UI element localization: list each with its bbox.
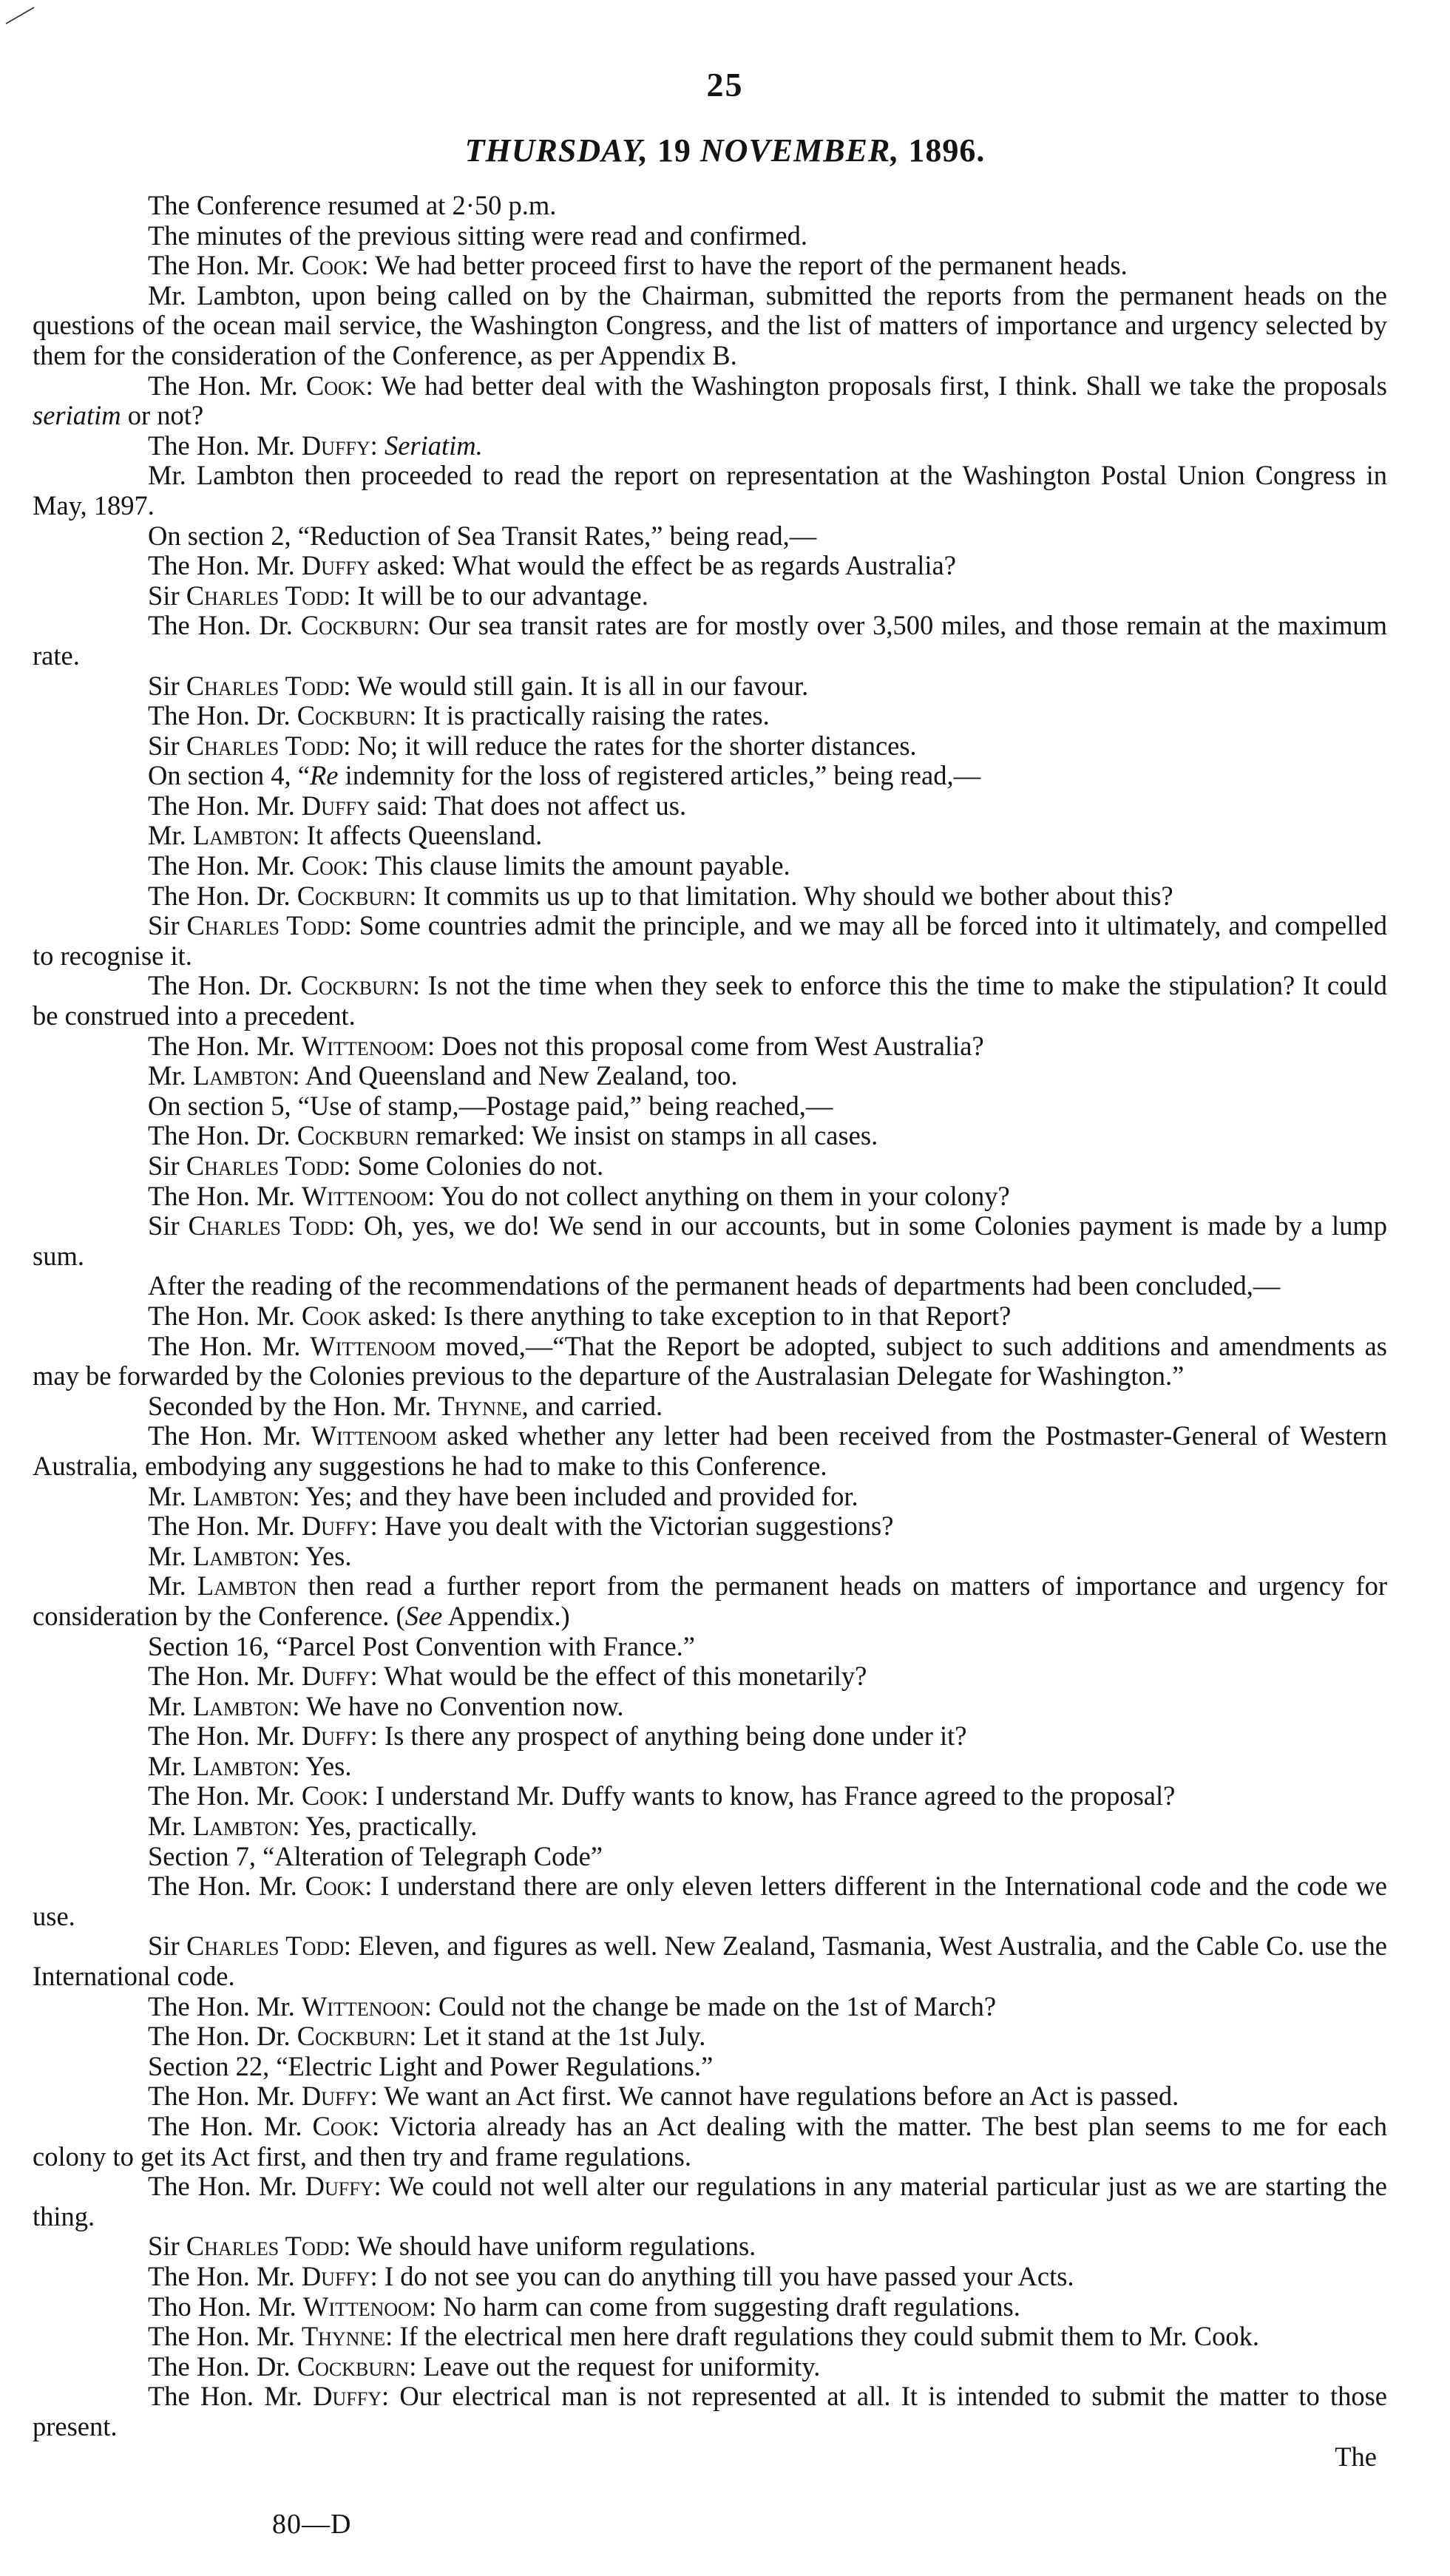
paragraph-text: The Hon. Dr. [148, 2350, 297, 2382]
paragraph-text: : If the electrical men here draft regulations they could submit them to Mr. Cook. [385, 2321, 1259, 2352]
paragraph-text: : We would still gain. It is all in our favour. [343, 670, 809, 701]
paragraph [33, 2021, 1387, 2052]
paragraph-text: Sir [148, 910, 187, 941]
paragraph [33, 1482, 1387, 1512]
speaker-name: Lambton [192, 1690, 293, 1721]
paragraph [33, 281, 1387, 371]
speaker-name: Thynne [301, 2321, 386, 2352]
paragraph-text: Mr. [148, 1811, 193, 1842]
paragraph [33, 611, 1387, 671]
paragraph-text: The Hon. Mr. [148, 2081, 302, 2112]
paragraph-text: Seconded by the Hon. Mr. [148, 1390, 438, 1421]
speaker-name: Duffy [301, 2260, 370, 2291]
heading-day-number: 19 [657, 132, 691, 169]
paragraph-text: said: That does not affect us. [370, 790, 687, 821]
paragraph [33, 1421, 1387, 1481]
heading-day: THURSDAY, [464, 132, 648, 169]
paragraph [33, 2081, 1387, 2112]
paragraph-text: Mr. Lambton, upon being called on by the Chairman, submitted the reports from the permanent heads on the questions of the ocean mail service, the Washington Congress, and the list of matters of importance and urgency selected by them for the consideration of the Conference, as per Appendix B. [33, 279, 1387, 370]
speaker-name: Wittenoom [301, 1030, 428, 1061]
paragraph-text: The Hon. Dr. [148, 880, 297, 911]
paragraph-text: : I understand there are only eleven letters different in the International code and the code we use. [33, 1871, 1387, 1931]
italic-text: Seriatim. [384, 430, 483, 461]
speaker-name: Wittenoom [302, 2291, 430, 2322]
paragraph [33, 1542, 1387, 1572]
paragraph-text: The Hon. Dr. [148, 700, 297, 731]
italic-text: See [404, 1600, 443, 1631]
paragraph-text: The Hon. Mr. [148, 1990, 302, 2021]
paragraph-text: The Hon. Dr. [148, 2021, 297, 2052]
speaker-name: Cockburn [297, 2021, 410, 2052]
speaker-name: Cook [312, 2111, 373, 2141]
speaker-name: Duffy [301, 1511, 370, 1542]
paragraph-text: Section 22, “Electric Light and Power Regulations.” [148, 2050, 714, 2081]
paragraph [33, 1301, 1387, 1332]
speaker-name: Duffy [301, 790, 370, 821]
paragraph-text: The Hon. Mr. [148, 1300, 302, 1331]
paragraph-text: The Hon. Mr. [148, 430, 302, 461]
paragraph [33, 1031, 1387, 1062]
speaker-name: Cook [301, 1780, 362, 1811]
paragraph-text: : Is there any prospect of anything being done under it? [370, 1721, 967, 1752]
paragraph-text: : No; it will reduce the rates for the shorter distances. [343, 730, 917, 761]
paragraph-text: Mr. [148, 1060, 193, 1091]
speaker-name: Wittenoom [301, 1180, 428, 1211]
speaker-name: Duffy [305, 2171, 374, 2202]
speaker-name: Charles Todd [186, 580, 344, 611]
paragraph-text: Sir [148, 1150, 186, 1181]
speaker-name: Charles Todd [188, 1210, 348, 1241]
speaker-name: Duffy [301, 1721, 370, 1752]
paragraph-list [33, 191, 1387, 2442]
paragraph [33, 1871, 1387, 1931]
speaker-name: Charles Todd [186, 1150, 344, 1181]
paragraph [33, 2172, 1387, 2231]
paragraph-text: The Hon. Mr. [148, 1180, 302, 1211]
paragraph [33, 551, 1387, 581]
paragraph [33, 371, 1387, 431]
speaker-name: Cockburn [297, 700, 410, 731]
paragraph-text: The Hon. Mr. [148, 2171, 305, 2202]
paragraph-text: : Some Colonies do not. [343, 1150, 604, 1181]
page-number: 25 [706, 66, 744, 104]
speaker-name: Lambton [192, 1811, 293, 1842]
paragraph-text: The Hon. Mr. [148, 850, 302, 881]
speaker-name: Lambton [192, 1540, 293, 1571]
speaker-name: Cook [301, 1300, 362, 1331]
date-heading [0, 132, 1450, 169]
print-signature-code: 80—D [272, 2509, 352, 2540]
paragraph-text: On section 2, “Reduction of Sea Transit Rates,” being read,— [148, 520, 817, 551]
paragraph-text: : We want an Act first. We cannot have regulations before an Act is passed. [370, 2081, 1179, 2112]
paragraph-text: asked whether any letter had been received from the Postmaster-General of Western Australia, embodying any suggestions he had to make to this Conference. [33, 1420, 1388, 1481]
paragraph [33, 431, 1387, 461]
paragraph-text: , and carried. [521, 1390, 663, 1421]
paragraph-text: : What would be the effect of this monetarily? [370, 1661, 867, 1692]
speaker-name: Lambton [192, 1750, 293, 1781]
paragraph [33, 2231, 1387, 2262]
paragraph-text: : No harm can come from suggesting draft regulations. [429, 2291, 1020, 2322]
paragraph-text: : I do not see you can do anything till you have passed your Acts. [370, 2260, 1074, 2291]
paragraph-text: Section 7, “Alteration of Telegraph Code” [148, 1840, 603, 1871]
paragraph-text: : [370, 430, 384, 461]
paragraph-text: : Could not the change be made on the 1st of March? [424, 1990, 997, 2021]
paragraph [33, 881, 1387, 912]
paragraph-text: : We could not well alter our regulations in any material particular just as we are starting the thing. [33, 2171, 1387, 2231]
heading-month: NOVEMBER, [699, 132, 900, 169]
paragraph-text: : We have no Convention now. [292, 1690, 624, 1721]
paragraph-text: Sir [148, 1210, 189, 1241]
speaker-name: Cook [301, 850, 362, 881]
paragraph [33, 1151, 1387, 1182]
paragraph-text: The Hon. Mr. [148, 1780, 302, 1811]
paragraph-text: : We should have uniform regulations. [343, 2231, 756, 2262]
paragraph-text: : Leave out the request for uniformity. [409, 2350, 821, 2382]
paragraph [33, 1692, 1387, 1722]
paragraph-text: : Have you dealt with the Victorian suggestions? [370, 1511, 894, 1542]
paragraph [33, 791, 1387, 821]
paragraph-text: : Yes, practically. [292, 1811, 478, 1842]
paragraph-text: : It is practically raising the rates. [409, 700, 770, 731]
paragraph-text: : Oh, yes, we do! We send in our accounts, but in some Colonies payment is made by a lump sum. [33, 1210, 1387, 1271]
speaker-name: Lambton [192, 1480, 293, 1511]
paragraph-text: The Hon. Mr. [148, 370, 306, 401]
paragraph-text: The Hon. Dr. [148, 970, 301, 1001]
speaker-name: Wittenoom [310, 1330, 436, 1361]
paragraph [33, 1992, 1387, 2022]
paragraph-text: Mr. [148, 1750, 193, 1781]
paragraph-text: : Some countries admit the principle, and we may all be forced into it ultimately, and compelled to recognise it. [33, 910, 1387, 971]
speaker-name: Charles Todd [186, 730, 344, 761]
paragraph [33, 1182, 1387, 1212]
paragraph-text: indemnity for the loss of registered articles,” being read,— [338, 760, 981, 791]
paragraph-text: The Hon. Mr. [148, 250, 302, 281]
speaker-name: Duffy [301, 550, 370, 581]
paragraph-text: The Hon. Mr. [148, 1511, 302, 1542]
paragraph-text: After the reading of the recommendations of the permanent heads of departments had been concluded,— [148, 1270, 1281, 1301]
speaker-name: Lambton [197, 1570, 297, 1601]
paragraph [33, 2352, 1387, 2382]
paragraph-text: Section 16, “Parcel Post Convention with France.” [148, 1630, 695, 1661]
paragraph-text: : And Queensland and New Zealand, too. [292, 1060, 738, 1091]
paragraph [33, 1931, 1387, 1991]
paragraph-text: : Does not this proposal come from West Australia? [427, 1030, 984, 1061]
speaker-name: Charles Todd [186, 1931, 344, 1962]
paragraph [33, 521, 1387, 552]
speaker-name: Duffy [301, 2081, 370, 2112]
paragraph-text: The Hon. Dr. [148, 610, 301, 641]
paragraph-text: Mr. [148, 1570, 197, 1601]
paragraph [33, 2052, 1387, 2082]
paragraph-text: : It will be to our advantage. [343, 580, 648, 611]
speaker-name: Duffy [301, 430, 370, 461]
italic-text: seriatim [33, 400, 121, 431]
paragraph [33, 461, 1387, 521]
paragraph-text: The Hon. Mr. [148, 550, 302, 581]
speaker-name: Wittenoom [311, 1420, 437, 1451]
paragraph-text: Sir [148, 2231, 186, 2262]
paragraph [33, 1392, 1387, 1422]
paragraph-text: : Victoria already has an Act dealing with the matter. The best plan seems to me for each colony to get its Act first, and then try and frame regulations. [33, 2111, 1387, 2172]
paragraph-text: Sir [148, 580, 186, 611]
paragraph [33, 221, 1387, 251]
paragraph-text: or not? [121, 400, 204, 431]
speaker-name: Duffy [313, 2381, 382, 2412]
paragraph-text: The Hon. Mr. [148, 1030, 302, 1061]
paragraph-text: The Hon. Mr. [148, 1330, 311, 1361]
speaker-name: Cockburn [297, 2350, 410, 2382]
speaker-name: Cook [305, 1871, 365, 1902]
paragraph [33, 1091, 1387, 1122]
paragraph [33, 671, 1387, 702]
paragraph-text: Sir [148, 670, 186, 701]
paragraph-text: : We had better deal with the Washington proposals first, I think. Shall we take the proposals [365, 370, 1387, 401]
paragraph-text: On section 4, “ [148, 760, 310, 791]
speaker-name: Charles Todd [186, 2231, 344, 2262]
paragraph [33, 701, 1387, 731]
paragraph-text: : This clause limits the amount payable. [361, 850, 790, 881]
paragraph-text: asked: Is there anything to take exception to in that Report? [361, 1300, 1012, 1331]
paragraph [33, 1061, 1387, 1091]
paragraph-text: : Yes. [292, 1750, 352, 1781]
proceedings-body [33, 191, 1387, 2472]
speaker-name: Cook [301, 250, 362, 281]
speaker-name: Lambton [192, 1060, 293, 1091]
paragraph [33, 971, 1387, 1031]
paragraph-text: Appendix.) [442, 1600, 570, 1631]
paragraph-text: : We had better proceed first to have the report of the permanent heads. [361, 250, 1128, 281]
speaker-name: Charles Todd [186, 670, 344, 701]
paragraph-text: Tho Hon. Mr. [148, 2291, 303, 2322]
speaker-name: Cook [305, 370, 366, 401]
paragraph-text: : Eleven, and figures as well. New Zealand, Tasmania, West Australia, and the Cable Co. use the International code. [33, 1931, 1387, 1992]
paragraph-text: : Let it stand at the 1st July. [409, 2021, 706, 2052]
paragraph-text: The Hon. Mr. [148, 1871, 305, 1902]
paragraph [33, 851, 1387, 881]
paragraph-text: Mr. [148, 820, 193, 851]
speaker-name: Duffy [301, 1661, 370, 1692]
speaker-name: Cockburn [297, 1120, 410, 1151]
paragraph [33, 1632, 1387, 1662]
speaker-name: Cockburn [300, 970, 413, 1001]
paragraph-text: The Conference resumed at 2·50 p.m. [148, 190, 557, 220]
paragraph [33, 1211, 1387, 1271]
paragraph [33, 1842, 1387, 1872]
paragraph-text: The minutes of the previous sitting were read and confirmed. [148, 220, 807, 251]
paragraph-text: On section 5, “Use of stamp,—Postage paid,” being reached,— [148, 1090, 833, 1121]
paragraph [33, 1271, 1387, 1301]
paragraph [33, 1511, 1387, 1542]
speaker-name: Cockburn [300, 610, 413, 641]
paragraph-text: : It commits us up to that limitation. Why should we bother about this? [409, 880, 1173, 911]
paragraph [33, 581, 1387, 611]
paragraph [33, 1332, 1387, 1392]
paragraph-text: : You do not collect anything on them in your colony? [427, 1180, 1010, 1211]
paragraph-text: : Our sea transit rates are for mostly over 3,500 miles, and those remain at the maximum rate. [33, 610, 1387, 671]
speaker-name: Charles Todd [186, 910, 345, 941]
paragraph-text: Mr. Lambton then proceeded to read the report on representation at the Washington Postal Union Congress in May, 1897. [33, 460, 1387, 521]
paragraph-text: : Our electrical man is not represented at all. It is intended to submit the matter to those present. [33, 2381, 1387, 2441]
paragraph [33, 1781, 1387, 1811]
paragraph-text: Mr. [148, 1540, 193, 1571]
paragraph-text: Sir [148, 730, 186, 761]
speaker-name: Thynne [438, 1390, 522, 1421]
paragraph [33, 1752, 1387, 1782]
paragraph [33, 1721, 1387, 1752]
speaker-name: Wittenoon [301, 1990, 424, 2021]
speaker-name: Lambton [192, 820, 293, 851]
paragraph-text: The Hon. Mr. [148, 790, 302, 821]
heading-year: 1896. [908, 132, 986, 169]
paragraph [33, 911, 1387, 971]
paragraph-text: asked: What would the effect be as regards Australia? [370, 550, 956, 581]
paragraph-text: The Hon. Mr. [148, 2111, 313, 2141]
paragraph [33, 1661, 1387, 1692]
paragraph-text: then read a further report from the permanent heads on matters of importance and urgency for consideration by the Conference. ( [33, 1570, 1387, 1631]
paragraph-text: : Yes. [292, 1540, 352, 1571]
paragraph [33, 191, 1387, 221]
paragraph [33, 731, 1387, 762]
italic-text: Re [309, 760, 339, 791]
paragraph-text: moved,—“That the Report be adopted, subject to such additions and amendments as may be forwarded by the Colonies previous to the departure of the Australasian Delegate for Washington.” [33, 1330, 1387, 1392]
paragraph-text: : Yes; and they have been included and provided for. [292, 1480, 858, 1511]
paragraph-text: The Hon. Mr. [148, 2260, 302, 2291]
paragraph [33, 2382, 1387, 2441]
paragraph-text: The Hon. Mr. [148, 1721, 302, 1752]
paragraph [33, 761, 1387, 791]
paragraph [33, 2322, 1387, 2352]
paragraph-text: The Hon. Mr. [148, 2381, 314, 2412]
paragraph [33, 2292, 1387, 2322]
speaker-name: Cockburn [297, 880, 410, 911]
paragraph-text: Mr. [148, 1690, 193, 1721]
paragraph [33, 251, 1387, 281]
paragraph [33, 821, 1387, 851]
paragraph-text: The Hon. Mr. [148, 1420, 311, 1451]
paragraph-text: The Hon. Mr. [148, 2321, 302, 2352]
paragraph [33, 1571, 1387, 1631]
paragraph-text: remarked: We insist on stamps in all cases. [409, 1120, 878, 1151]
paragraph-text: : It affects Queensland. [292, 820, 543, 851]
paragraph-text: Sir [148, 1931, 187, 1962]
catchword: The [1335, 2441, 1377, 2472]
paragraph [33, 1811, 1387, 1842]
paragraph-text: The Hon. Dr. [148, 1120, 297, 1151]
paragraph [33, 2112, 1387, 2172]
paragraph-text: The Hon. Mr. [148, 1661, 302, 1692]
paragraph-text: : Is not the time when they seek to enforce this the time to make the stipulation? It could be construed into a precedent. [33, 970, 1387, 1031]
paragraph-text: Mr. [148, 1480, 193, 1511]
paragraph-text: : I understand Mr. Duffy wants to know, has France agreed to the proposal? [361, 1780, 1176, 1811]
paragraph [33, 1121, 1387, 1151]
paragraph [33, 2262, 1387, 2292]
corner-pen-mark [4, 4, 49, 27]
